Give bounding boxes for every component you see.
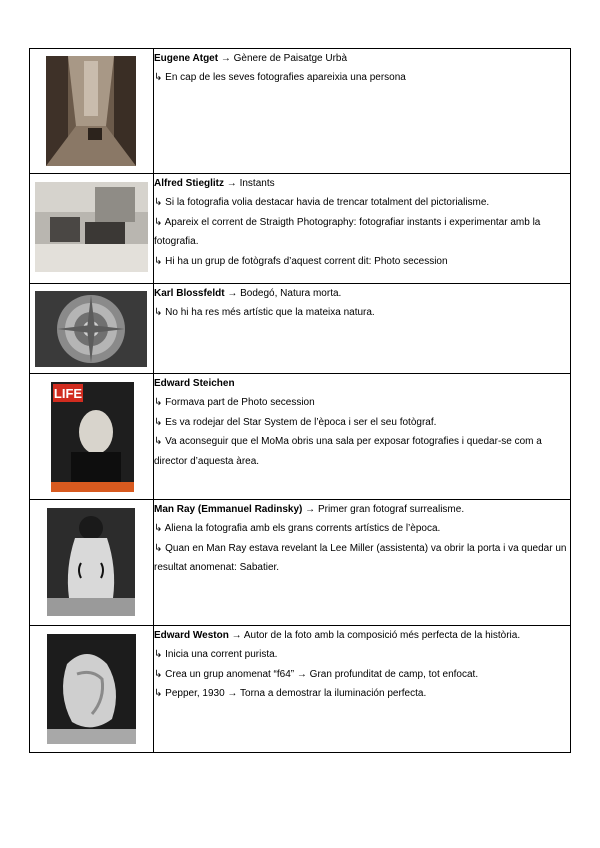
life-logo: LIFE — [53, 386, 83, 401]
row-heading — [154, 626, 570, 645]
bullet-item: ↳ No hi ha res més artístic que la mateixa natura. — [154, 307, 375, 319]
bullet-item: ↳ Es va rodejar del Star System de l’època i ser el seu fotògraf. — [154, 416, 437, 428]
text-cell — [154, 374, 571, 500]
row-heading — [154, 374, 570, 393]
topic: Autor de la foto amb la composició més perfecta de la història. — [243, 630, 521, 641]
bullet-item: ↳ Si la fotografia volia destacar havia de trencar totalment del pictorialisme. — [154, 197, 490, 209]
image-cell — [30, 174, 154, 284]
photographer-name: Alfred Stieglitz — [154, 178, 225, 189]
photographer-name: Eugene Atget — [154, 53, 219, 64]
text-cell — [154, 500, 571, 626]
image-cell — [30, 284, 154, 374]
image-cell — [30, 374, 154, 500]
bullet-item: ↳ Inicia una corrent purista. — [154, 649, 278, 661]
table-row — [30, 174, 571, 284]
bullet-item: ↳ Pepper, 1930 → Torna a demostrar la iluminación perfecta. — [154, 688, 427, 700]
table-row — [30, 284, 571, 374]
arrow: → — [220, 53, 231, 64]
bullet-item: ↳ Va aconseguir que el MoMa obris una sala per exposar fotografies i quedar-se com a director d’aquesta àrea. — [154, 436, 542, 467]
row-heading — [154, 284, 570, 303]
text-cell — [154, 174, 571, 284]
topic: Gènere de Paisatge Urbà — [233, 53, 348, 64]
blossfeldt-plant-photo — [35, 291, 147, 367]
photographer-name: Edward Steichen — [154, 378, 235, 389]
topic: Bodegó, Natura morta. — [240, 288, 342, 299]
text-cell — [154, 284, 571, 374]
topic: Primer gran fotograf surrealisme. — [317, 504, 465, 515]
row-heading — [154, 500, 570, 519]
image-cell — [30, 49, 154, 174]
atget-street-photo — [46, 56, 136, 166]
bullet-item: ↳ Hi ha un grup de fotògrafs d’aquest corrent dit: Photo secession — [154, 255, 448, 267]
stieglitz-carriage-photo — [35, 182, 148, 272]
table-row — [30, 626, 571, 753]
table-row — [30, 374, 571, 500]
image-cell — [30, 500, 154, 626]
row-heading — [154, 49, 570, 68]
manray-violin-photo — [47, 508, 135, 616]
photographers-table — [29, 48, 571, 753]
photographer-name: Karl Blossfeldt — [154, 288, 225, 299]
table-row — [30, 49, 571, 174]
row-heading — [154, 174, 570, 193]
arrow: → — [227, 288, 238, 299]
image-cell — [30, 626, 154, 753]
arrow: → — [226, 178, 237, 189]
topic: Instants — [239, 178, 275, 189]
photographer-name: Edward Weston — [154, 630, 229, 641]
weston-nude-photo — [47, 634, 136, 744]
text-cell — [154, 626, 571, 753]
bullet-item: ↳ Quan en Man Ray estava revelant la Lee Miller (assistenta) va obrir la porta i va quedar un resultat anomenat: Sabatier. — [154, 542, 567, 574]
text-cell — [154, 49, 571, 174]
bullet-item: ↳ Formava part de Photo secession — [154, 397, 315, 409]
bullet-item: ↳ Crea un grup anomenat “f64” → Gran profunditat de camp, tot enfocat. — [154, 668, 479, 680]
arrow: → — [231, 630, 242, 641]
bullet-item: ↳ En cap de les seves fotografies apareixia una persona — [154, 72, 406, 84]
bullet-item: ↳ Aliena la fotografia amb els grans corrents artístics de l’època. — [154, 523, 441, 535]
table-row — [30, 500, 571, 626]
bullet-item: ↳ Apareix el corrent de Straigth Photography: fotografiar instants i experimentar amb la fotografia. — [154, 216, 541, 248]
arrow: → — [305, 504, 316, 515]
photographer-name: Man Ray (Emmanuel Radinsky) — [154, 504, 303, 515]
steichen-life-cover — [51, 382, 134, 492]
